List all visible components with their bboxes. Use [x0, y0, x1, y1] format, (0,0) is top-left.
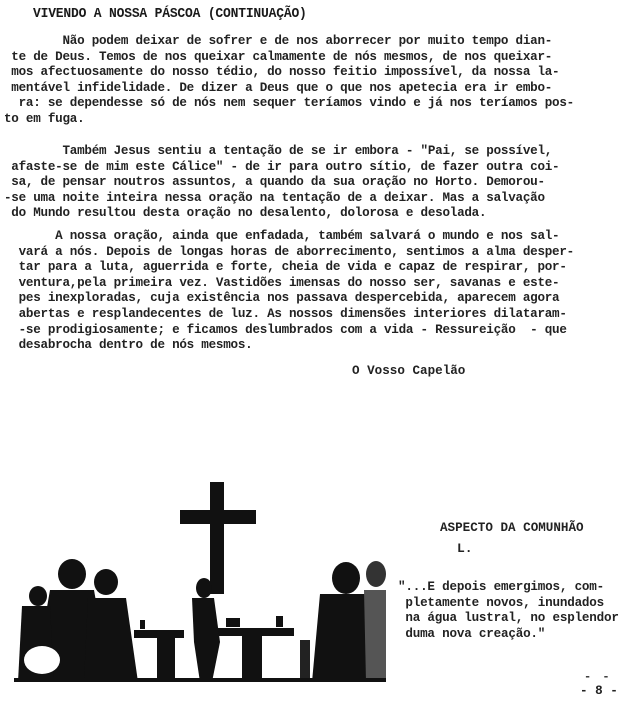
page-number: - 8 -: [580, 684, 618, 698]
paragraph-line: afaste-se de mim este Cálice" - de ir para outro sítio, de fazer outra coi-: [4, 159, 560, 174]
communion-photo: [14, 482, 386, 682]
quote-line: duma nova creação.": [398, 626, 546, 641]
paragraph-line: to em fuga.: [4, 111, 85, 126]
paragraph-line: Também Jesus sentiu a tentação de se ir embora - "Pai, se possível,: [4, 144, 553, 158]
paragraph-line: -se uma noite inteira nessa oração na tentação de a deixar. Mas a salvação: [4, 190, 545, 205]
paragraph-line: sa, de pensar noutros assuntos, a quando da sua oração no Horto. Demorou-: [4, 175, 545, 190]
paragraph-line: abertas e resplandecentes de luz. As nossos dimensões interiores dilataram-: [4, 306, 567, 321]
paragraph-line: desabrocha dentro de nós mesmos.: [4, 338, 253, 353]
article-title: VIVENDO A NOSSA PÁSCOA (CONTINUAÇÃO): [33, 5, 307, 22]
paragraph-line: mos afectuosamente do nosso tédio, do nosso feitio impossível, da nossa la-: [4, 65, 560, 80]
paragraph-line: A nossa oração, ainda que enfadada, também salvará o mundo e nos sal-: [4, 229, 560, 243]
paragraph-2: [4, 144, 634, 222]
paragraph-line: pes inexploradas, cuja existência nos passava despercebida, aparecem agora: [4, 291, 560, 306]
paragraph-line: ra: se dependesse só de nós nem sequer teríamos vindo e já nos teríamos pos-: [4, 96, 574, 111]
paragraph-line: Não podem deixar de sofrer e de nos aborrecer por muito tempo dian-: [4, 34, 553, 48]
paragraph-line: tar para a luta, aguerrida e forte, cheia de vida e capaz de respirar, por-: [4, 260, 567, 275]
paragraph-line: mentável infidelidade. De dizer a Deus que o que nos apetecia era ir embo-: [4, 80, 553, 95]
paragraph-line: vará a nós. Depois de longas horas de aborrecimento, sentimos a alma desper-: [4, 244, 574, 259]
quote-line: "...E depois emergimos, com-: [398, 580, 605, 594]
paragraph-3: [4, 229, 634, 354]
paragraph-line: ventura,pela primeira vez. Vastidões imensas do nosso ser, savanas e este-: [4, 275, 560, 290]
paragraph-line: do Mundo resultou desta oração no desalento, dolorosa e desolada.: [4, 206, 487, 221]
photo-caption-initial: L.: [457, 541, 473, 556]
paragraph-line: te de Deus. Temos de nos queixar calmamente de nós mesmos, de nos queixar-: [4, 49, 553, 64]
paragraph-line: -se prodigiosamente; e ficamos deslumbrados com a vida - Ressureição - que: [4, 322, 567, 337]
communion-scene-image: [14, 482, 386, 682]
photo-caption-title: ASPECTO DA COMUNHÃO: [440, 521, 584, 535]
caption-quote: [398, 580, 619, 642]
quote-line: na água lustral, no esplendor: [398, 611, 619, 626]
quote-line: pletamente novos, inundados: [398, 595, 605, 610]
page-dashes: - -: [584, 670, 612, 684]
signature: O Vosso Capelão: [352, 364, 466, 378]
paragraph-1: [4, 34, 634, 128]
